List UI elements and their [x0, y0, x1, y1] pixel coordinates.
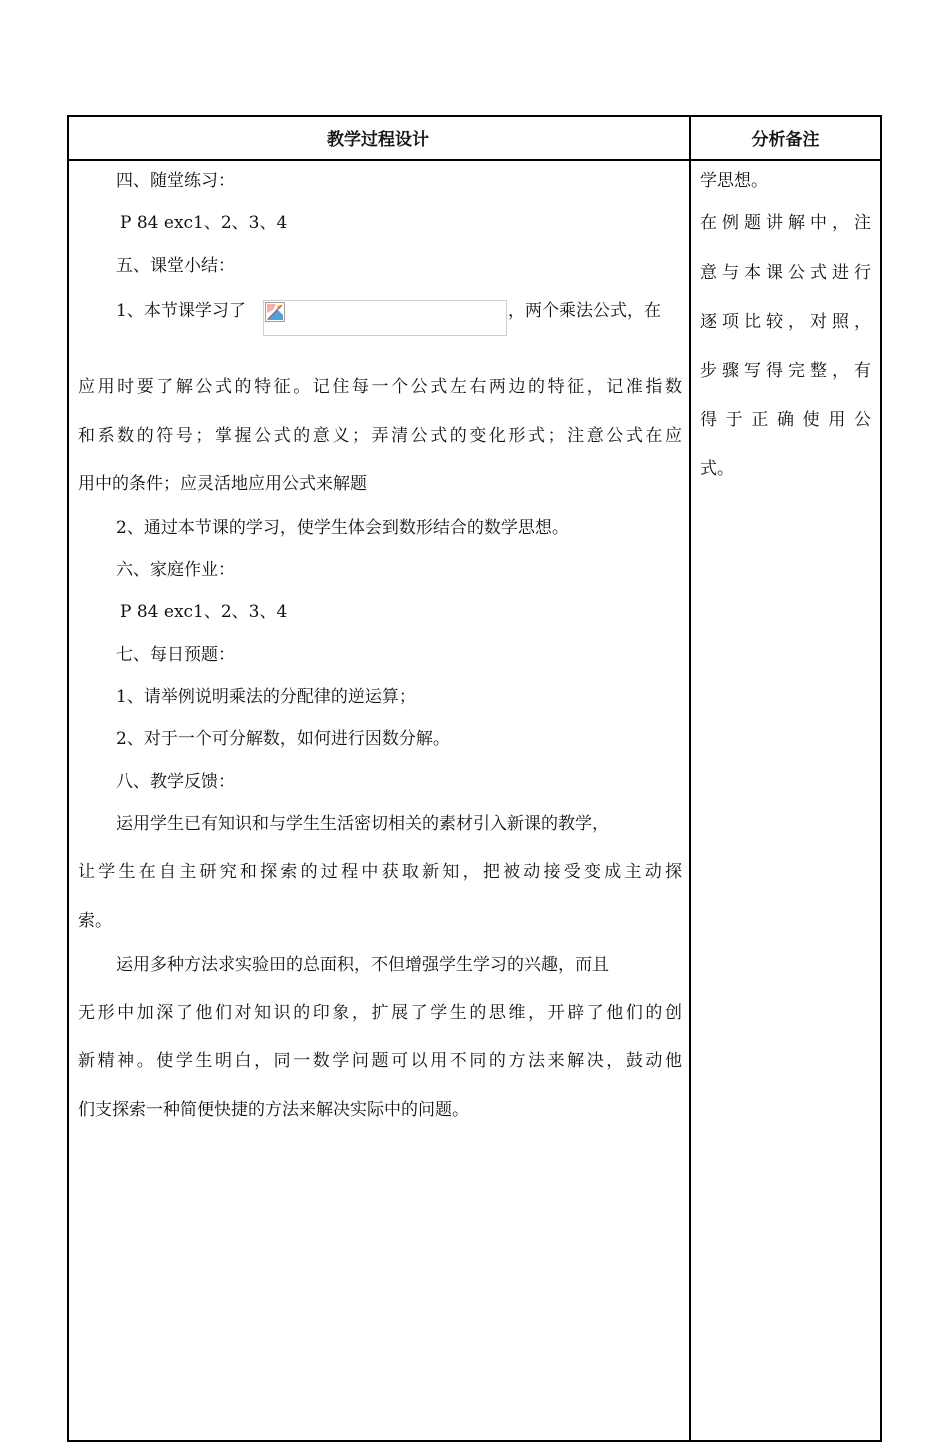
paragraph-line: 应用时要了解公式的特征。记住每一个公式左右两边的特征，记准指数	[78, 377, 682, 397]
paragraph-line: 运用学生已有知识和与学生生活密切相关的素材引入新课的教学，	[116, 814, 609, 834]
paragraph-line: 和系数的符号；掌握公式的意义；弄清公式的变化形式；注意公式在应	[78, 426, 682, 446]
note-line: 式。	[700, 459, 734, 479]
paragraph-line: 2、对于一个可分解数，如何进行因数分解。	[116, 729, 450, 749]
paragraph-line: 1、本节课学习了	[116, 301, 246, 321]
header-analysis-notes: 分析备注	[751, 129, 820, 150]
section-heading: 八、教学反馈：	[116, 772, 235, 792]
paragraph-line: 用中的条件；应灵活地应用公式来解题	[78, 474, 367, 494]
note-line: 得于正确使用公	[700, 410, 871, 430]
paragraph-line: 们支探索一种简便快捷的方法来解决实际中的问题。	[78, 1100, 469, 1120]
broken-image-icon	[265, 302, 285, 322]
section-heading: 七、每日预题：	[116, 645, 235, 665]
note-line: 在例题讲解中，注	[700, 213, 871, 233]
embedded-formula-image	[263, 300, 507, 336]
section-heading: 四、随堂练习：	[116, 171, 235, 191]
column-divider	[689, 115, 691, 1442]
header-teaching-process: 教学过程设计	[327, 129, 429, 150]
paragraph-line: 新精神。使学生明白，同一数学问题可以用不同的方法来解决，鼓动他	[78, 1051, 682, 1071]
header-divider	[67, 159, 882, 161]
paragraph-line: 2、通过本节课的学习，使学生体会到数形结合的数学思想。	[116, 518, 569, 538]
exercise-reference: P 84 exc1、2、3、4	[120, 213, 288, 233]
section-heading: 五、课堂小结：	[116, 256, 235, 276]
paragraph-line: ，两个乘法公式，在	[508, 301, 661, 321]
paragraph-line: 无形中加深了他们对知识的印象，扩展了学生的思维，开辟了他们的创	[78, 1003, 682, 1023]
note-line: 意与本课公式进行	[700, 263, 871, 283]
exercise-reference: P 84 exc1、2、3、4	[120, 602, 288, 622]
note-line: 学思想。	[700, 171, 768, 191]
note-line: 步骤写得完整，有	[700, 361, 871, 381]
paragraph-line: 1、请举例说明乘法的分配律的逆运算；	[116, 687, 416, 707]
paragraph-line: 让学生在自主研究和探索的过程中获取新知，把被动接受变成主动探	[78, 862, 682, 882]
note-line: 逐项比较，对照，	[700, 312, 871, 332]
paragraph-line: 运用多种方法求实验田的总面积，不但增强学生学习的兴趣，而且	[116, 955, 609, 975]
section-heading: 六、家庭作业：	[116, 560, 235, 580]
paragraph-line: 索。	[78, 911, 112, 931]
